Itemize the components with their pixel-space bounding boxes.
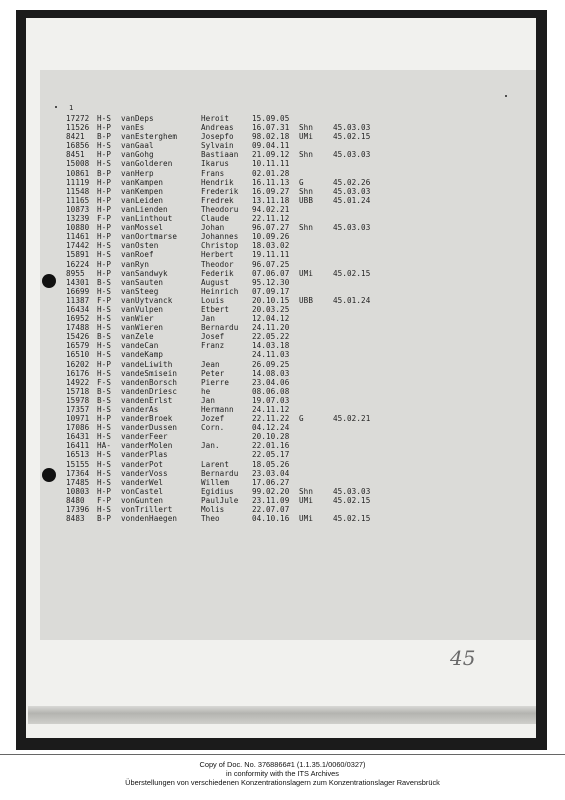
first-name: Egidius xyxy=(201,486,234,496)
destination-code: G xyxy=(299,177,304,187)
archive-footer xyxy=(0,760,565,787)
first-name: Sylvain xyxy=(201,141,234,151)
scan-speck xyxy=(55,106,57,108)
footer-line-title: Überstellungen von verschiedenen Konzentrationslagern zum Konzentrationslager Ravensbrück xyxy=(125,778,440,787)
first-name: Larent xyxy=(201,459,230,469)
category-code: H-P xyxy=(97,150,112,160)
first-name: Theo xyxy=(201,514,220,524)
birth-date: 07.06.07 xyxy=(252,268,290,278)
birth-date: 20.10.15 xyxy=(252,295,290,305)
destination-code: Shn xyxy=(299,223,314,233)
category-code: H-S xyxy=(97,241,112,251)
first-name: Herbert xyxy=(201,250,234,260)
category-code: H-S xyxy=(97,250,112,260)
destination-code: UMi xyxy=(299,514,314,524)
prisoner-number: 16699 xyxy=(66,286,90,296)
prisoner-number: 17272 xyxy=(66,114,90,123)
surname: vandeKamp xyxy=(121,350,164,360)
birth-date: 04.12.24 xyxy=(252,423,290,433)
category-code: H-S xyxy=(97,450,112,460)
surname: vanVulpen xyxy=(121,304,164,314)
category-code: F-P xyxy=(97,214,112,224)
birth-date: 16.09.27 xyxy=(252,186,290,196)
prisoner-number: 17488 xyxy=(66,323,90,333)
first-name: Corn. xyxy=(201,423,225,433)
birth-date: 14.03.18 xyxy=(252,341,290,351)
first-name: Fredrek xyxy=(201,195,234,205)
transfer-date: 45.02.15 xyxy=(333,514,371,524)
first-name: Ikarus xyxy=(201,159,230,169)
surname: vanderVoss xyxy=(121,468,168,478)
first-name: August xyxy=(201,277,230,287)
transfer-date: 45.03.03 xyxy=(333,223,371,233)
birth-date: 20.03.25 xyxy=(252,304,290,314)
first-name: Frans xyxy=(201,168,225,178)
surname: vanSteeg xyxy=(121,286,159,296)
surname: vonCastel xyxy=(121,486,164,496)
surname: vandeLiwith xyxy=(121,359,173,369)
category-code: H-S xyxy=(97,350,112,360)
footer-line-conformity: in conformity with the ITS Archives xyxy=(226,769,339,778)
category-code: H-P xyxy=(97,123,112,133)
surname: vondenHaegen xyxy=(121,514,178,524)
prisoner-number: 15008 xyxy=(66,159,90,169)
surname: vanMossel xyxy=(121,223,164,233)
birth-date: 23.04.06 xyxy=(252,377,290,387)
birth-date: 10.11.11 xyxy=(252,159,290,169)
category-code: H-P xyxy=(97,223,112,233)
birth-date: 26.09.25 xyxy=(252,359,290,369)
birth-date: 09.04.11 xyxy=(252,141,290,151)
transfer-date: 45.03.03 xyxy=(333,486,371,496)
first-name: Bastiaan xyxy=(201,150,239,160)
first-name: Louis xyxy=(201,295,225,305)
category-code: H-S xyxy=(97,423,112,433)
first-name: Jean xyxy=(201,359,220,369)
birth-date: 14.08.03 xyxy=(252,368,290,378)
surname: vanUytvanck xyxy=(121,295,173,305)
prisoner-number: 8483 xyxy=(66,514,85,524)
surname: vanderMolen xyxy=(121,441,173,451)
category-code: H-P xyxy=(97,259,112,269)
prisoner-number: 11119 xyxy=(66,177,90,187)
prisoner-number: 16510 xyxy=(66,350,90,360)
scan-artifact-band xyxy=(28,706,536,724)
transfer-date: 45.02.15 xyxy=(333,495,371,505)
surname: vanRyn xyxy=(121,259,150,269)
prisoner-number: 11548 xyxy=(66,186,90,196)
birth-date: 22.05.22 xyxy=(252,332,290,342)
first-name: Heroit xyxy=(201,114,230,123)
surname: vanDeps xyxy=(121,114,154,123)
prisoner-number: 17442 xyxy=(66,241,90,251)
prisoner-number: 16856 xyxy=(66,141,90,151)
punch-hole xyxy=(42,274,56,288)
destination-code: Shn xyxy=(299,486,314,496)
prisoner-number: 8421 xyxy=(66,132,85,142)
category-code: B-P xyxy=(97,168,112,178)
first-name: Josepfo xyxy=(201,132,234,142)
category-code: H-P xyxy=(97,232,112,242)
birth-date: 10.09.26 xyxy=(252,232,290,242)
birth-date: 96.07.27 xyxy=(252,223,290,233)
prisoner-number: 17364 xyxy=(66,468,90,478)
surname: vanLinthout xyxy=(121,214,173,224)
surname: vanGaal xyxy=(121,141,154,151)
surname: vanGohg xyxy=(121,150,154,160)
prisoner-number: 13239 xyxy=(66,214,90,224)
first-name: Franz xyxy=(201,341,225,351)
category-code: H-S xyxy=(97,405,112,414)
prisoner-number: 15155 xyxy=(66,459,90,469)
destination-code: G xyxy=(299,414,304,424)
first-name: Theodoru xyxy=(201,204,239,214)
transfer-date: 45.01.24 xyxy=(333,295,371,305)
surname: vanEsterghem xyxy=(121,132,178,142)
prisoner-number: 15891 xyxy=(66,250,90,260)
prisoner-number: 14301 xyxy=(66,277,90,287)
first-name: Josef xyxy=(201,332,225,342)
surname: vandenErlst xyxy=(121,395,173,405)
prisoner-number: 16202 xyxy=(66,359,90,369)
handwritten-page-number: 45 xyxy=(450,646,476,670)
birth-date: 21.09.12 xyxy=(252,150,290,160)
surname: vanOortmarse xyxy=(121,232,178,242)
birth-date: 23.03.04 xyxy=(252,468,290,478)
birth-date: 24.11.03 xyxy=(252,350,290,360)
first-name: Frederik xyxy=(201,186,239,196)
birth-date: 13.11.18 xyxy=(252,195,290,205)
surname: vanderWel xyxy=(121,477,164,487)
prisoner-number: 16411 xyxy=(66,441,90,451)
first-name: Christop xyxy=(201,241,239,251)
prisoner-number: 16434 xyxy=(66,304,90,314)
surname: vandenBorsch xyxy=(121,377,178,387)
first-name: Claude xyxy=(201,214,230,224)
birth-date: 22.01.16 xyxy=(252,441,290,451)
category-code: H-S xyxy=(97,459,112,469)
prisoner-number: 10861 xyxy=(66,168,90,178)
prisoner-number: 17086 xyxy=(66,423,90,433)
prisoner-number: 10873 xyxy=(66,204,90,214)
surname: vanWieren xyxy=(121,323,164,333)
prisoner-number: 17396 xyxy=(66,505,90,515)
first-name: Andreas xyxy=(201,123,234,133)
prisoner-number: 15426 xyxy=(66,332,90,342)
prisoner-number: 17485 xyxy=(66,477,90,487)
birth-date: 22.11.12 xyxy=(252,214,290,224)
birth-date: 23.11.09 xyxy=(252,495,290,505)
birth-date: 96.07.25 xyxy=(252,259,290,269)
category-code: B-S xyxy=(97,386,112,396)
prisoner-number: 8451 xyxy=(66,150,85,160)
transfer-date: 45.02.15 xyxy=(333,132,371,142)
category-code: H-S xyxy=(97,432,112,442)
surname: vanLeiden xyxy=(121,195,164,205)
category-code: B-P xyxy=(97,514,112,524)
birth-date: 15.09.05 xyxy=(252,114,290,123)
birth-date: 19.07.03 xyxy=(252,395,290,405)
prisoner-number: 11461 xyxy=(66,232,90,242)
category-code: H-S xyxy=(97,477,112,487)
prisoner-number: 11165 xyxy=(66,195,90,205)
first-name: Peter xyxy=(201,368,225,378)
category-code: B-S xyxy=(97,277,112,287)
birth-date: 95.12.30 xyxy=(252,277,290,287)
surname: vanZele xyxy=(121,332,154,342)
prisoner-number: 10971 xyxy=(66,414,90,424)
transfer-date: 45.03.03 xyxy=(333,123,371,133)
surname: vanderBroek xyxy=(121,414,173,424)
surname: vanSandwyk xyxy=(121,268,168,278)
prisoner-number: 10880 xyxy=(66,223,90,233)
first-name: Federik xyxy=(201,268,234,278)
birth-date: 04.10.16 xyxy=(252,514,290,524)
category-code: F-P xyxy=(97,495,112,505)
scan-speck xyxy=(505,95,507,97)
surname: vanOsten xyxy=(121,241,159,251)
birth-date: 12.04.12 xyxy=(252,314,290,324)
surname: vanderPot xyxy=(121,459,164,469)
category-code: H-S xyxy=(97,341,112,351)
birth-date: 98.02.18 xyxy=(252,132,290,142)
surname: vandeSmisein xyxy=(121,368,178,378)
destination-code: UMi xyxy=(299,495,314,505)
birth-date: 07.09.17 xyxy=(252,286,290,296)
first-name: Heinrich xyxy=(201,286,239,296)
category-code: B-S xyxy=(97,332,112,342)
destination-code: UBB xyxy=(299,195,314,205)
prisoner-number: 15978 xyxy=(66,395,90,405)
first-name: Molis xyxy=(201,505,225,515)
surname: vanKempen xyxy=(121,186,164,196)
birth-date: 17.06.27 xyxy=(252,477,290,487)
surname: vanSauten xyxy=(121,277,164,287)
birth-date: 18.03.02 xyxy=(252,241,290,251)
birth-date: 08.06.08 xyxy=(252,386,290,396)
prisoner-number: 16579 xyxy=(66,341,90,351)
birth-date: 24.11.12 xyxy=(252,405,290,414)
prisoner-number: 16431 xyxy=(66,432,90,442)
first-name: Jozef xyxy=(201,414,225,424)
destination-code: Shn xyxy=(299,123,314,133)
surname: vanderAs xyxy=(121,405,159,414)
category-code: H-P xyxy=(97,186,112,196)
surname: vandenDriesc xyxy=(121,386,178,396)
birth-date: 94.02.21 xyxy=(252,204,290,214)
birth-date: 16.07.31 xyxy=(252,123,290,133)
category-code: H-S xyxy=(97,323,112,333)
birth-date: 22.07.07 xyxy=(252,505,290,515)
transfer-date: 45.03.03 xyxy=(333,150,371,160)
prisoner-number: 16176 xyxy=(66,368,90,378)
prisoner-number: 17357 xyxy=(66,405,90,414)
first-name: Pierre xyxy=(201,377,230,387)
category-code: H-S xyxy=(97,314,112,324)
first-name: Jan xyxy=(201,314,216,324)
destination-code: Shn xyxy=(299,150,314,160)
category-code: B-S xyxy=(97,395,112,405)
category-code: H-P xyxy=(97,177,112,187)
prisoner-number: 14922 xyxy=(66,377,90,387)
punch-hole xyxy=(42,468,56,482)
category-code: H-S xyxy=(97,286,112,296)
category-code: H-P xyxy=(97,268,112,278)
surname: vanWier xyxy=(121,314,154,324)
prisoner-number: 10803 xyxy=(66,486,90,496)
birth-date: 20.10.28 xyxy=(252,432,290,442)
destination-code: Shn xyxy=(299,186,314,196)
birth-date: 16.11.13 xyxy=(252,177,290,187)
birth-date: 24.11.20 xyxy=(252,323,290,333)
birth-date: 02.01.28 xyxy=(252,168,290,178)
category-code: H-P xyxy=(97,195,112,205)
surname: vanderPlas xyxy=(121,450,168,460)
prisoner-number: 8955 xyxy=(66,268,85,278)
first-name: Hendrik xyxy=(201,177,234,187)
category-code: H-P xyxy=(97,204,112,214)
surname: vanLienden xyxy=(121,204,168,214)
first-name: Hermann xyxy=(201,405,234,414)
surname: vonTrillert xyxy=(121,505,173,515)
first-name: Bernardu xyxy=(201,323,239,333)
category-code: H-S xyxy=(97,159,112,169)
destination-code: UBB xyxy=(299,295,314,305)
first-name: Jan xyxy=(201,395,216,405)
category-code: HA- xyxy=(97,441,112,451)
surname: vanKampen xyxy=(121,177,164,187)
transfer-date: 45.02.21 xyxy=(333,414,371,424)
birth-date: 18.05.26 xyxy=(252,459,290,469)
category-code: F-P xyxy=(97,295,112,305)
prisoner-number: 15718 xyxy=(66,386,90,396)
destination-code: UMi xyxy=(299,132,314,142)
prisoner-number: 16952 xyxy=(66,314,90,324)
birth-date: 22.05.17 xyxy=(252,450,290,460)
first-name: Etbert xyxy=(201,304,230,314)
prisoner-number: 11526 xyxy=(66,123,90,133)
first-name: Willem xyxy=(201,477,230,487)
category-code: B-P xyxy=(97,132,112,142)
surname: vanEs xyxy=(121,123,145,133)
category-code: H-P xyxy=(97,414,112,424)
category-code: H-S xyxy=(97,505,112,515)
category-code: H-S xyxy=(97,114,112,123)
prisoner-number: 11387 xyxy=(66,295,90,305)
birth-date: 22.11.22 xyxy=(252,414,290,424)
birth-date: 19.11.11 xyxy=(252,250,290,260)
surname: vandeCan xyxy=(121,341,159,351)
surname: vanHerp xyxy=(121,168,154,178)
page-mark: 1 xyxy=(69,104,74,112)
category-code: H-P xyxy=(97,359,112,369)
prisoner-number: 16513 xyxy=(66,450,90,460)
first-name: Jan. xyxy=(201,441,220,451)
category-code: H-S xyxy=(97,368,112,378)
transfer-date: 45.02.15 xyxy=(333,268,371,278)
first-name: he xyxy=(201,386,211,396)
category-code: H-S xyxy=(97,468,112,478)
surname: vanGolderen xyxy=(121,159,173,169)
footer-divider xyxy=(0,754,565,755)
surname: vonGunten xyxy=(121,495,164,505)
category-code: F-S xyxy=(97,377,112,387)
category-code: H-S xyxy=(97,141,112,151)
first-name: Johannes xyxy=(201,232,239,242)
category-code: H-S xyxy=(97,304,112,314)
destination-code: UMi xyxy=(299,268,314,278)
transfer-date: 45.02.26 xyxy=(333,177,371,187)
first-name: Johan xyxy=(201,223,225,233)
surname: vanderDussen xyxy=(121,423,178,433)
transfer-date: 45.03.03 xyxy=(333,186,371,196)
prisoner-number: 8480 xyxy=(66,495,85,505)
birth-date: 99.02.20 xyxy=(252,486,290,496)
footer-line-copy: Copy of Doc. No. 3768866#1 (1.1.35.1/0060/0327) xyxy=(199,760,366,769)
transfer-date: 45.01.24 xyxy=(333,195,371,205)
prisoner-number: 16224 xyxy=(66,259,90,269)
first-name: Bernardu xyxy=(201,468,239,478)
first-name: PaulJule xyxy=(201,495,239,505)
first-name: Theodor xyxy=(201,259,234,269)
surname: vanRoef xyxy=(121,250,154,260)
surname: vanderFeer xyxy=(121,432,168,442)
category-code: H-P xyxy=(97,486,112,496)
